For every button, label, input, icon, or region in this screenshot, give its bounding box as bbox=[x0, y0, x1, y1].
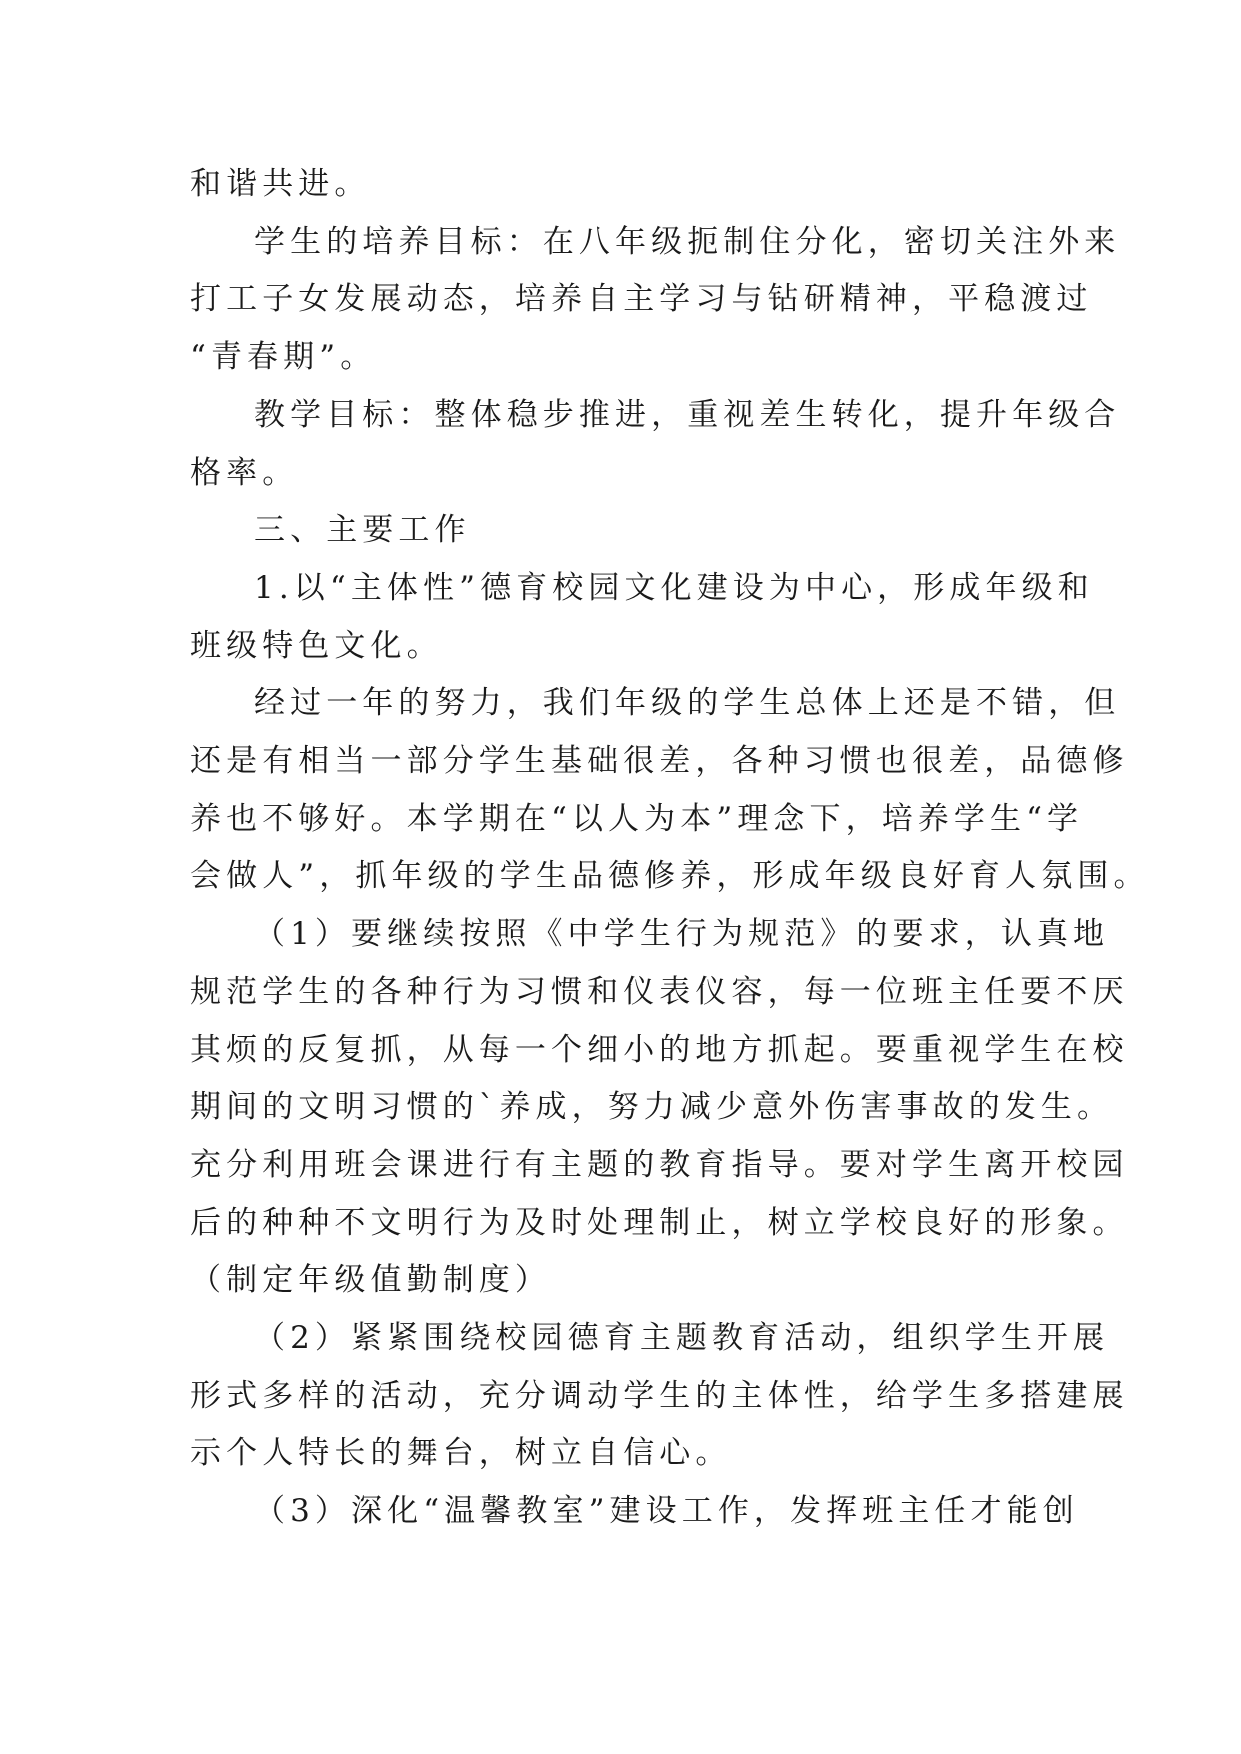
text-line: 和谐共进。 bbox=[190, 166, 371, 202]
paragraph bbox=[190, 1310, 1129, 1483]
text-line: 养也不够好。本学期在“以人为本”理念下，培养学生“学 bbox=[190, 800, 1084, 837]
text-line: 会做人”，抓年级的学生品德修养，形成年级良好育人氛围。 bbox=[190, 858, 1150, 895]
text-line: （3）深化“温馨教室”建设工作，发挥班主任才能创 bbox=[254, 1493, 1079, 1530]
text-line: （1）要继续按照《中学生行为规范》的要求，认真地 bbox=[254, 916, 1110, 953]
text-line: 打工子女发展动态，培养自主学习与钻研精神，平稳渡过 bbox=[190, 281, 1093, 318]
text-line: 1.以“主体性”德育校园文化建设为中心，形成年级和 bbox=[254, 569, 1094, 606]
text-line: 学生的培养目标：在八年级扼制住分化，密切关注外来 bbox=[254, 223, 1121, 260]
text-line: 教学目标：整体稳步推进，重视差生转化，提升年级合 bbox=[254, 396, 1121, 433]
text-line: 后的种种不文明行为及时处理制止，树立学校良好的形象。 bbox=[190, 1204, 1129, 1241]
paragraph bbox=[190, 387, 1121, 502]
paragraph bbox=[190, 675, 1150, 906]
paragraph bbox=[190, 214, 1121, 387]
paragraph bbox=[190, 560, 1094, 675]
text-line: 充分利用班会课进行有主题的教育指导。要对学生离开校园 bbox=[190, 1146, 1129, 1183]
text-line: 期间的文明习惯的`养成，努力减少意外伤害事故的发生。 bbox=[190, 1089, 1114, 1126]
text-line: 规范学生的各种行为习惯和仪表仪容，每一位班主任要不厌 bbox=[190, 973, 1129, 1010]
text-line: 班级特色文化。 bbox=[190, 627, 443, 664]
text-line: （2）紧紧围绕校园德育主题教育活动，组织学生开展 bbox=[254, 1320, 1110, 1357]
text-line: （制定年级值勤制度） bbox=[190, 1262, 551, 1299]
text-line: 形式多样的活动，充分调动学生的主体性，给学生多搭建展 bbox=[190, 1377, 1129, 1414]
text-line: 经过一年的努力，我们年级的学生总体上还是不错，但 bbox=[254, 685, 1121, 722]
text-line: “青春期”。 bbox=[190, 339, 377, 376]
text-line: 还是有相当一部分学生基础很差，各种习惯也很差，品德修 bbox=[190, 743, 1129, 780]
paragraph bbox=[190, 906, 1129, 1310]
text-line: 示个人特长的舞台，树立自信心。 bbox=[190, 1435, 732, 1472]
section-heading bbox=[190, 502, 1054, 560]
paragraph bbox=[190, 1483, 1079, 1541]
document-body bbox=[190, 156, 1150, 1541]
text-line: 其烦的反复抓，从每一个细小的地方抓起。要重视学生在校 bbox=[190, 1031, 1129, 1068]
paragraph bbox=[190, 156, 1054, 214]
text-line: 格率。 bbox=[190, 454, 299, 491]
text-line: 三、主要工作 bbox=[254, 512, 471, 549]
